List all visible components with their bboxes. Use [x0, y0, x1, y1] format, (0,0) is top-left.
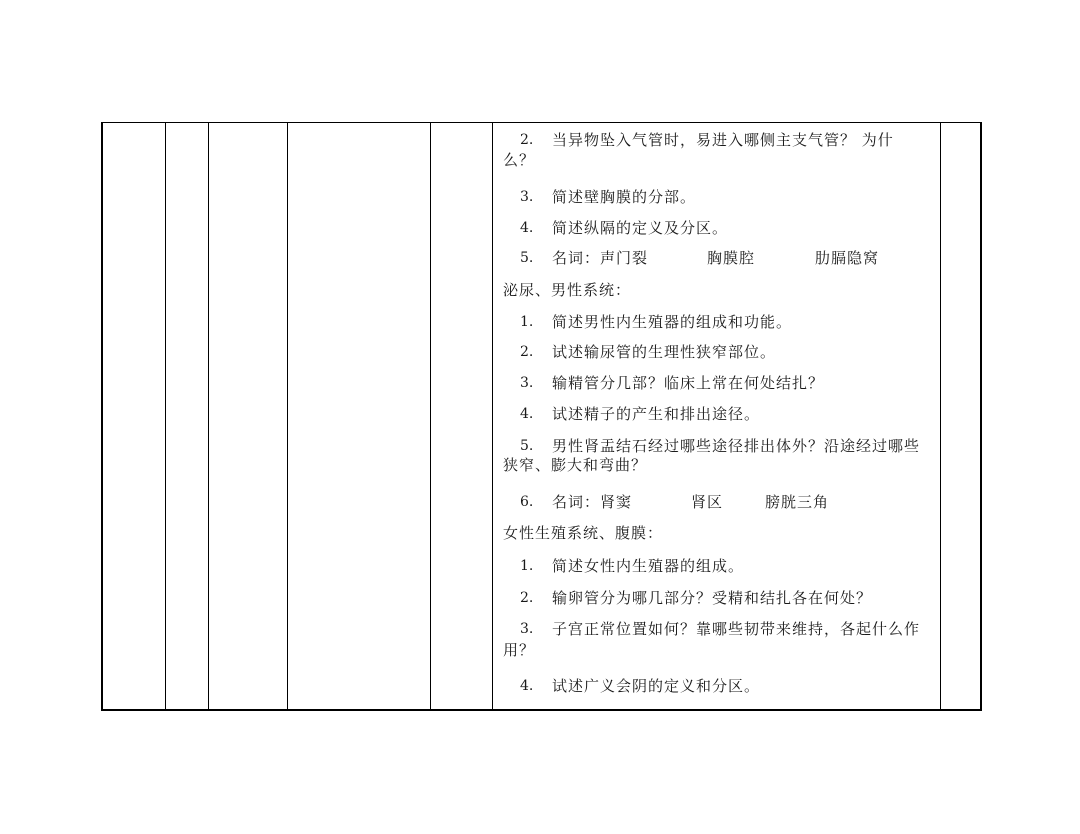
question-text: 简述男性内生殖器的组成和功能。 — [552, 313, 793, 331]
term: 声门裂 — [600, 249, 649, 267]
term: 膀胱三角 — [765, 493, 830, 511]
question-line-continued — [493, 150, 940, 170]
question-line — [493, 619, 940, 639]
table-cell-3 — [209, 123, 288, 709]
terms-prefix-group — [552, 492, 632, 512]
section-heading-line — [493, 280, 940, 300]
question-line — [493, 436, 940, 456]
terms-prefix-group — [552, 248, 648, 268]
question-number: 1. — [520, 314, 534, 330]
section-heading: 泌尿、男性系统： — [503, 281, 632, 299]
question-text: 输卵管分为哪几部分？受精和结扎各在何处？ — [552, 589, 873, 607]
question-table — [101, 122, 982, 711]
question-text: 男性肾盂结石经过哪些途径排出体外？沿途经过哪些 — [552, 437, 921, 455]
term: 肾窦 — [600, 493, 633, 511]
question-text: 么？ — [503, 151, 536, 169]
question-number: 5. — [520, 250, 534, 266]
question-text: 试述广义会阴的定义和分区。 — [552, 677, 761, 695]
table-cell-1 — [103, 123, 166, 709]
section-heading: 女性生殖系统、腹膜： — [503, 524, 664, 542]
question-text: 试述输尿管的生理性狭窄部位。 — [552, 343, 777, 361]
question-line — [493, 218, 940, 238]
question-number: 1. — [520, 558, 534, 574]
question-number: 2. — [520, 344, 534, 360]
terms-line — [493, 492, 940, 512]
question-line-continued — [493, 455, 940, 475]
question-number: 6. — [520, 494, 534, 510]
section-heading-line — [493, 523, 940, 543]
question-text: 简述壁胸膜的分部。 — [552, 188, 697, 206]
term: 肾区 — [691, 493, 724, 511]
question-text: 狭窄、膨大和弯曲？ — [503, 456, 648, 474]
question-line — [493, 342, 940, 362]
question-text: 当异物坠入气管时，易进入哪侧主支气管？ 为什 — [552, 131, 894, 149]
question-line — [493, 373, 940, 393]
question-line — [493, 312, 940, 332]
content-cell — [493, 123, 941, 709]
question-line — [493, 556, 940, 576]
term: 肋膈隐窝 — [815, 249, 880, 267]
question-line — [493, 676, 940, 696]
question-line — [493, 130, 940, 150]
question-text: 试述精子的产生和排出途径。 — [552, 405, 761, 423]
table-cell-2 — [166, 123, 209, 709]
question-number: 3. — [520, 621, 534, 637]
question-number: 3. — [520, 375, 534, 391]
table-cell-7 — [941, 123, 980, 709]
question-text: 输精管分几部？临床上常在何处结扎？ — [552, 374, 825, 392]
terms-prefix: 名词： — [552, 493, 601, 511]
question-number: 2. — [520, 132, 534, 148]
question-number: 4. — [520, 406, 534, 422]
terms-prefix: 名词： — [552, 249, 601, 267]
question-number: 5. — [520, 438, 534, 454]
question-line — [493, 588, 940, 608]
table-cell-5 — [431, 123, 493, 709]
question-text: 简述女性内生殖器的组成。 — [552, 557, 745, 575]
table-cell-4 — [288, 123, 431, 709]
question-number: 3. — [520, 189, 534, 205]
question-line — [493, 404, 940, 424]
question-text: 简述纵隔的定义及分区。 — [552, 219, 729, 237]
question-text: 用？ — [503, 641, 536, 659]
question-number: 4. — [520, 678, 534, 694]
question-line-continued — [493, 640, 940, 660]
question-number: 2. — [520, 590, 534, 606]
question-text: 子宫正常位置如何？靠哪些韧带来维持，各起什么作 — [552, 620, 921, 638]
term: 胸膜腔 — [707, 249, 756, 267]
question-number: 4. — [520, 220, 534, 236]
question-line — [493, 187, 940, 207]
terms-line — [493, 248, 940, 268]
